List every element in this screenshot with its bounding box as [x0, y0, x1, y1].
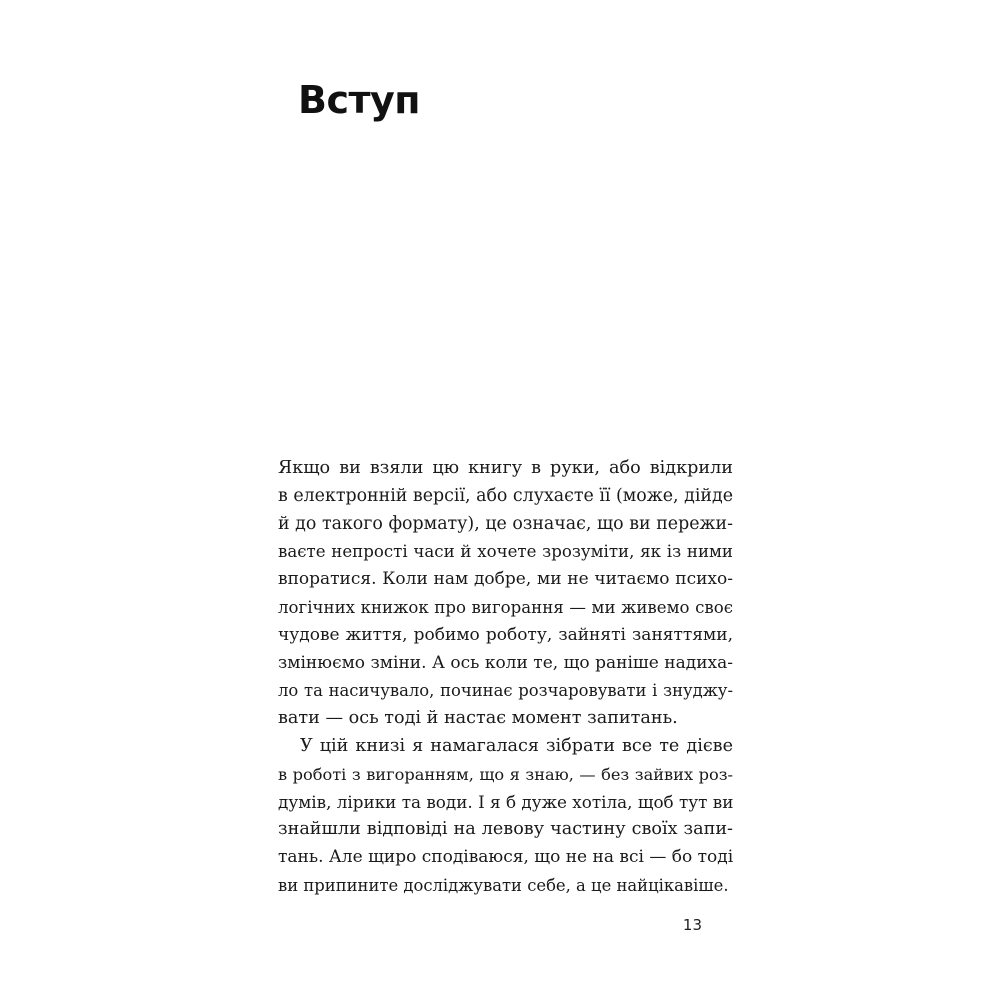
page-number: 13	[682, 916, 702, 934]
text-line: Якщо ви взяли цю книгу в руки, або відкрили	[278, 458, 733, 478]
paragraph-1	[278, 455, 733, 733]
text-line: ви припините досліджувати себе, а це найцікавіше.	[278, 875, 729, 895]
text-line: тань. Але щиро сподіваюся, що не на всі — бо тоді	[278, 847, 734, 868]
text-line: в роботі з вигоранням, що я знаю, — без зайвих роз-	[278, 764, 733, 784]
text-line: думів, лірики та води. І я б дуже хотіла, щоб тут ви	[278, 791, 734, 812]
text-line: вати — ось тоді й настає момент запитань.	[278, 708, 678, 729]
text-line: чудове життя, робимо роботу, зайняті заняттями,	[278, 624, 733, 645]
text-line: впоратися. Коли нам добре, ми не читаємо психо-	[278, 569, 733, 590]
text-line: знайшли відповіді на левову частину своїх запи-	[278, 819, 733, 840]
text-line: логічних книжок про вигорання — ми живемо своє	[278, 597, 733, 617]
text-line: ваєте непрості часи й хочете зрозуміти, як із ними	[278, 542, 733, 562]
text-line: в електронній версії, або слухаєте її (може, дійде	[278, 485, 733, 506]
text-line: змінюємо зміни. А ось коли те, що раніше надиха-	[278, 652, 733, 673]
text-line: ло та насичувало, починає розчаровувати і знуджу-	[278, 681, 733, 701]
paragraph-2	[278, 733, 733, 900]
chapter-title: Вступ	[298, 78, 421, 122]
text-line: У цій книзі я намагалася зібрати все те дієве	[300, 735, 733, 756]
text-line: й до такого формату), це означає, що ви пережи-	[278, 513, 733, 534]
body-text	[278, 455, 733, 900]
